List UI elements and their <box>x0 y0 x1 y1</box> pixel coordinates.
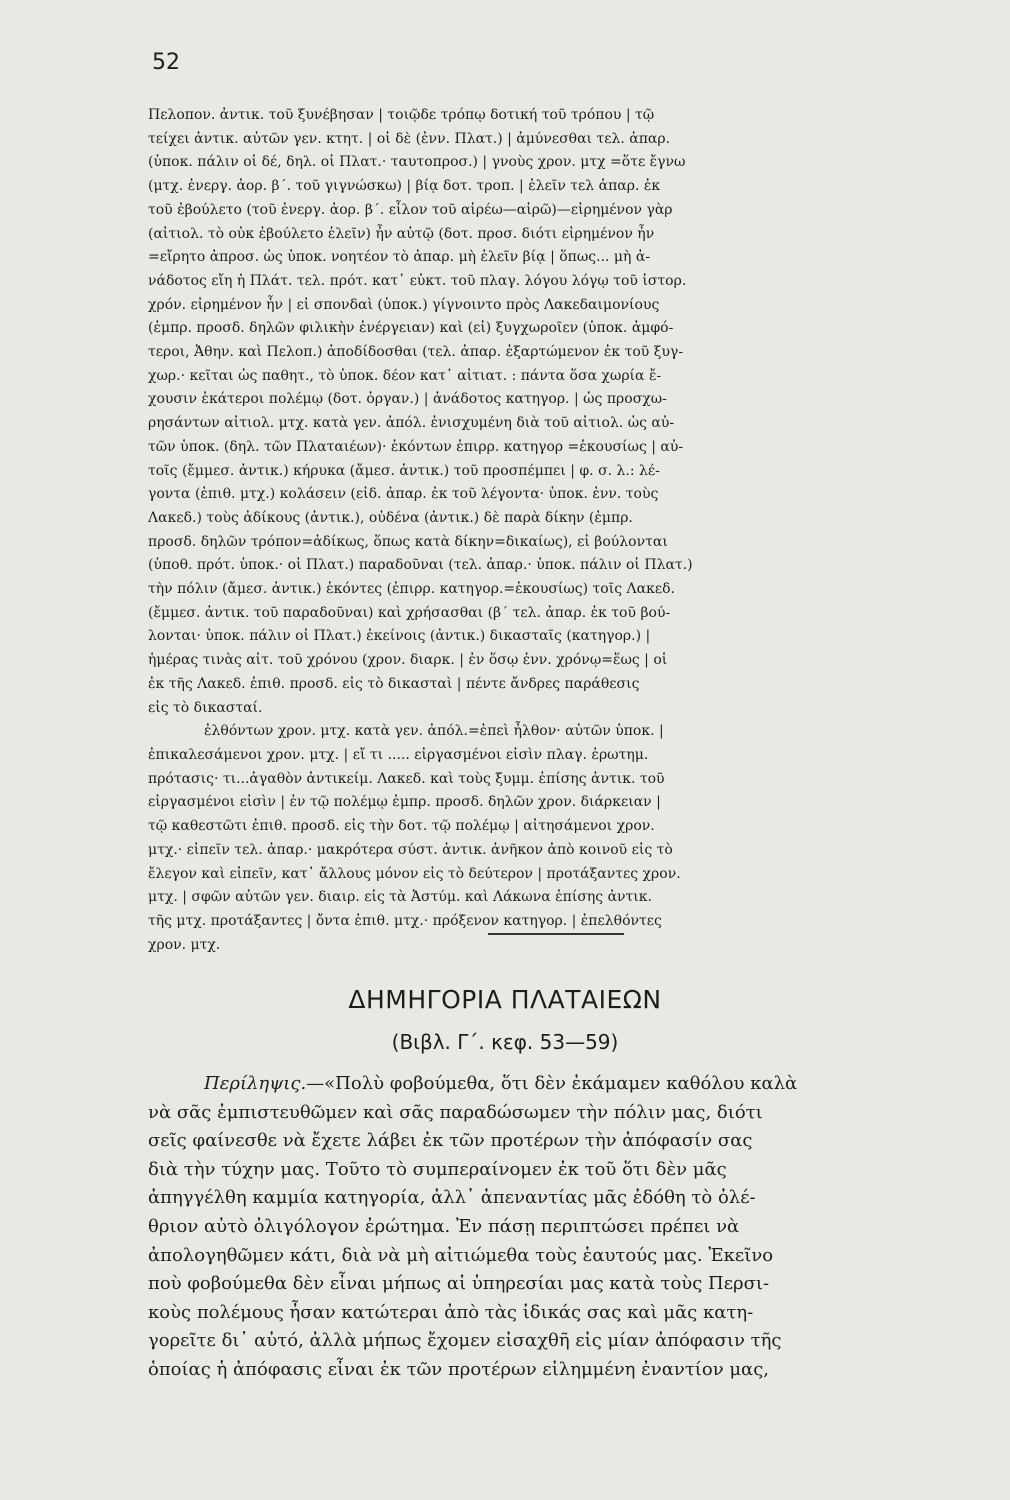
section-heading: ΔΗΜΗΓΟΡΙΑ ΠΛΑΤΑΙΕΩΝ <box>348 985 662 1014</box>
notes-line: τῷ καθεστῶτι ἐπιθ. προσδ. εἰς τὴν δοτ. τῷ πολέμῳ | αἰτησάμενοι χρον. <box>148 818 655 835</box>
notes-line: χωρ.· κεῖται ὡς παθητ., τὸ ὑποκ. δέον κατ᾽ αἰτιατ. : πάντα ὅσα χωρία ἔ- <box>148 367 662 384</box>
notes-line: λονται· ὑποκ. πάλιν οἱ Πλατ.) ἐκείνοις (ἀντικ.) δικασταῖς (κατηγορ.) | <box>148 628 651 645</box>
notes-line: ἐκ τῆς Λακεδ. ἐπιθ. προσδ. εἰς τὸ δικασταὶ | πέντε ἄνδρες παράθεσις <box>148 675 640 692</box>
summary-line: διὰ τὴν τύχην μας. Τοῦτο τὸ συμπεραίνομεν ἐκ τοῦ ὅτι δὲν μᾶς <box>148 1158 727 1180</box>
notes-line: ἡμέρας τινὰς αἰτ. τοῦ χρόνου (χρον. διαρκ. | ἐν ὅσῳ ἐνν. χρόνῳ=ἕως | οἱ <box>148 652 668 669</box>
notes-line: νάδοτος εἴη ἡ Πλάτ. τελ. πρότ. κατ᾽ εὐκτ. τοῦ πλαγ. λόγου λόγῳ τοῦ ἱστορ. <box>148 272 687 289</box>
section-subheading: (Βιβλ. Γ΄. κεφ. 53—59) <box>391 1030 619 1054</box>
notes-line: ἐλθόντων χρον. μτχ. κατὰ γεν. ἀπόλ.=ἐπεὶ ἦλθον· αὐτῶν ὑποκ. | <box>204 723 664 740</box>
summary-line: κοὺς πολέμους ἦσαν κατώτεραι ἀπὸ τὰς ἰδικάς σας καὶ μᾶς κατη- <box>148 1301 754 1323</box>
notes-line: τοῦ ἐβούλετο (τοῦ ἐνεργ. ἀορ. β΄. εἷλον τοῦ αἱρέω—αἱρῶ)—εἰρημένον γὰρ <box>148 201 673 218</box>
notes-line: προσδ. δηλῶν τρόπον=ἀδίκως, ὅπως κατὰ δίκην=δικαίως), εἰ βούλονται <box>148 533 668 550</box>
notes-line: πρότασις· τι...ἀγαθὸν ἀντικείμ. Λακεδ. καὶ τοὺς ξυμμ. ἐπίσης ἀντικ. τοῦ <box>148 770 665 787</box>
notes-line: τῶν ὑποκ. (δηλ. τῶν Πλαταιέων)· ἑκόντων ἐπιρρ. κατηγορ =ἑκουσίως | αὐ- <box>148 438 684 455</box>
summary-line: θριον αὐτὸ ὀλιγόλογον ἐρώτημα. Ἐν πάσῃ περιπτώσει πρέπει νὰ <box>148 1215 740 1237</box>
notes-line: ἐπικαλεσάμενοι χρον. μτχ. | εἴ τι ..... εἰργασμένοι εἰσὶν πλαγ. ἐρωτημ. <box>148 746 649 763</box>
notes-line: ἔλεγον καὶ εἰπεῖν, κατ᾽ ἄλλους μόνον εἰς τὸ δεύτερον | προτάξαντες χρον. <box>148 865 681 882</box>
notes-line: εἰργασμένοι εἰσὶν | ἐν τῷ πολέμῳ ἐμπρ. προσδ. δηλῶν χρον. διάρκειαν | <box>148 794 661 811</box>
summary-line: ἀπηγγέλθη καμμία κατηγορία, ἀλλ᾽ ἀπεναντίας μᾶς ἐδόθη τὸ ὀλέ- <box>148 1187 756 1209</box>
notes-line: χουσιν ἑκάτεροι πολέμῳ (δοτ. ὀργαν.) | ἀνάδοτος κατηγορ. | ὡς προσχω- <box>148 391 667 408</box>
notes-line: τείχει ἀντικ. αὐτῶν γεν. κτητ. | οἱ δὲ (ἐνν. Πλατ.) | ἀμύνεσθαι τελ. ἀπαρ. <box>148 130 671 147</box>
summary-first-line-text: —«Πολὺ φοβούμεθα, ὅτι δὲν ἐκάμαμεν καθόλου καλὰ <box>306 1073 798 1094</box>
notes-line: χρόν. εἰρημένον ἦν | εἰ σπονδαὶ (ὑποκ.) γίγνοιντο πρὸς Λακεδαιμονίους <box>148 296 660 313</box>
summary-line: ὁποίας ἡ ἀπόφασις εἶναι ἐκ τῶν προτέρων εἰλημμένη ἐναντίον μας, <box>148 1358 770 1380</box>
notes-line: (ὑποθ. πρότ. ὑποκ.· οἱ Πλατ.) παραδοῦναι (τελ. ἀπαρ.· ὑποκ. πάλιν οἱ Πλατ.) <box>148 557 693 574</box>
notes-line: μτχ. | σφῶν αὐτῶν γεν. διαιρ. εἰς τὰ Ἀστύμ. καὶ Λάκωνα ἐπίσης ἀντικ. <box>148 889 652 906</box>
notes-line: (ἐμπρ. προσδ. δηλῶν φιλικὴν ἐνέργειαν) καὶ (εἰ) ξυγχωροῖεν (ὑποκ. ἀμφό- <box>148 320 674 337</box>
notes-line: μτχ.· εἰπεῖν τελ. ἀπαρ.· μακρότερα σύστ. ἀντικ. ἀνῆκον ἀπὸ κοινοῦ εἰς τὸ <box>148 841 673 858</box>
notes-line: =εἴρητο ἀπροσ. ὡς ὑποκ. νοητέον τὸ ἀπαρ. μὴ ἑλεῖν βίᾳ | ὅπως... μὴ ἀ- <box>148 249 651 266</box>
summary-line: νὰ σᾶς ἐμπιστευθῶμεν καὶ σᾶς παραδώσωμεν τὴν πόλιν μας, διότι <box>148 1101 763 1123</box>
summary-paragraph <box>148 1070 870 1385</box>
notes-line: Πελοπον. ἀντικ. τοῦ ξυνέβησαν | τοιῷδε τρόπῳ δοτική τοῦ τρόπου | τῷ <box>148 107 655 123</box>
summary-line: ποὺ φοβούμεθα δὲν εἶναι μήπως αἱ ὑπηρεσίαι μας κατὰ τοὺς Περσι- <box>148 1273 770 1295</box>
notes-line: χρον. μτχ. <box>148 936 221 953</box>
summary-line <box>148 1070 870 1099</box>
summary-line: σεῖς φαίνεσθε νὰ ἔχετε λάβει ἐκ τῶν προτέρων τὴν ἀπόφασίν σας <box>148 1130 753 1152</box>
section-divider <box>488 933 624 935</box>
summary-label: Περίληψις. <box>204 1073 307 1094</box>
notes-line: τοῖς (ἔμμεσ. ἀντικ.) κήρυκα (ἄμεσ. ἀντικ.) τοῦ προσπέμπει | φ. σ. λ.: λέ- <box>148 462 660 479</box>
page-number: 52 <box>152 50 180 75</box>
notes-line: τεροι, Ἀθην. καὶ Πελοπ.) ἀποδίδοσθαι (τελ. ἀπαρ. ἐξαρτώμενον ἐκ τοῦ ξυγ- <box>148 344 684 361</box>
notes-line: εἰς τὸ δικασταί. <box>148 699 263 716</box>
notes-line: ρησάντων αἰτιολ. μτχ. κατὰ γεν. ἀπόλ. ἐνισχυμένη διὰ τοῦ αἰτιολ. ὡς αὐ- <box>148 415 675 432</box>
notes-line: γοντα (ἐπιθ. μτχ.) κολάσειν (εἰδ. ἀπαρ. ἐκ τοῦ λέγοντα· ὑποκ. ἐνν. τοὺς <box>148 486 659 503</box>
notes-line: (ὑποκ. πάλιν οἱ δέ, δηλ. οἱ Πλατ.· ταυτοπροσ.) | γνοὺς χρον. μτχ =ὅτε ἔγνω <box>148 154 686 171</box>
notes-line: (ἔμμεσ. ἀντικ. τοῦ παραδοῦναι) καὶ χρήσασθαι (β΄ τελ. ἀπαρ. ἐκ τοῦ βού- <box>148 604 671 621</box>
summary-line: γορεῖτε δι᾽ αὐτό, ἀλλὰ μήπως ἔχομεν εἰσαχθῆ εἰς μίαν ἀπόφασιν τῆς <box>148 1330 782 1352</box>
notes-line: (αἰτιολ. τὸ οὐκ ἐβούλετο ἑλεῖν) ἦν αὐτῷ (δοτ. προσ. διότι εἰρημένον ἦν <box>148 225 655 242</box>
notes-line: Λακεδ.) τοὺς ἀδίκους (ἀντικ.), οὐδένα (ἀντικ.) δὲ παρὰ δίκην (ἐμπρ. <box>148 509 633 526</box>
notes-line: τῆς μτχ. προτάξαντες | ὄντα ἐπιθ. μτχ.· πρόξενον κατηγορ. | ἐπελθόντες <box>148 912 662 929</box>
grammatical-notes <box>148 104 870 957</box>
notes-line: τὴν πόλιν (ἄμεσ. ἀντικ.) ἑκόντες (ἐπιρρ. κατηγορ.=ἑκουσίως) τοῖς Λακεδ. <box>148 581 675 598</box>
summary-line: ἀπολογηθῶμεν κάτι, διὰ νὰ μὴ αἰτιώμεθα τοὺς ἑαυτούς μας. Ἐκεῖνο <box>148 1244 774 1266</box>
notes-line: (μτχ. ἐνεργ. ἀορ. β΄. τοῦ γιγνώσκω) | βίᾳ δοτ. τροπ. | ἑλεῖν τελ ἀπαρ. ἐκ <box>148 178 661 195</box>
